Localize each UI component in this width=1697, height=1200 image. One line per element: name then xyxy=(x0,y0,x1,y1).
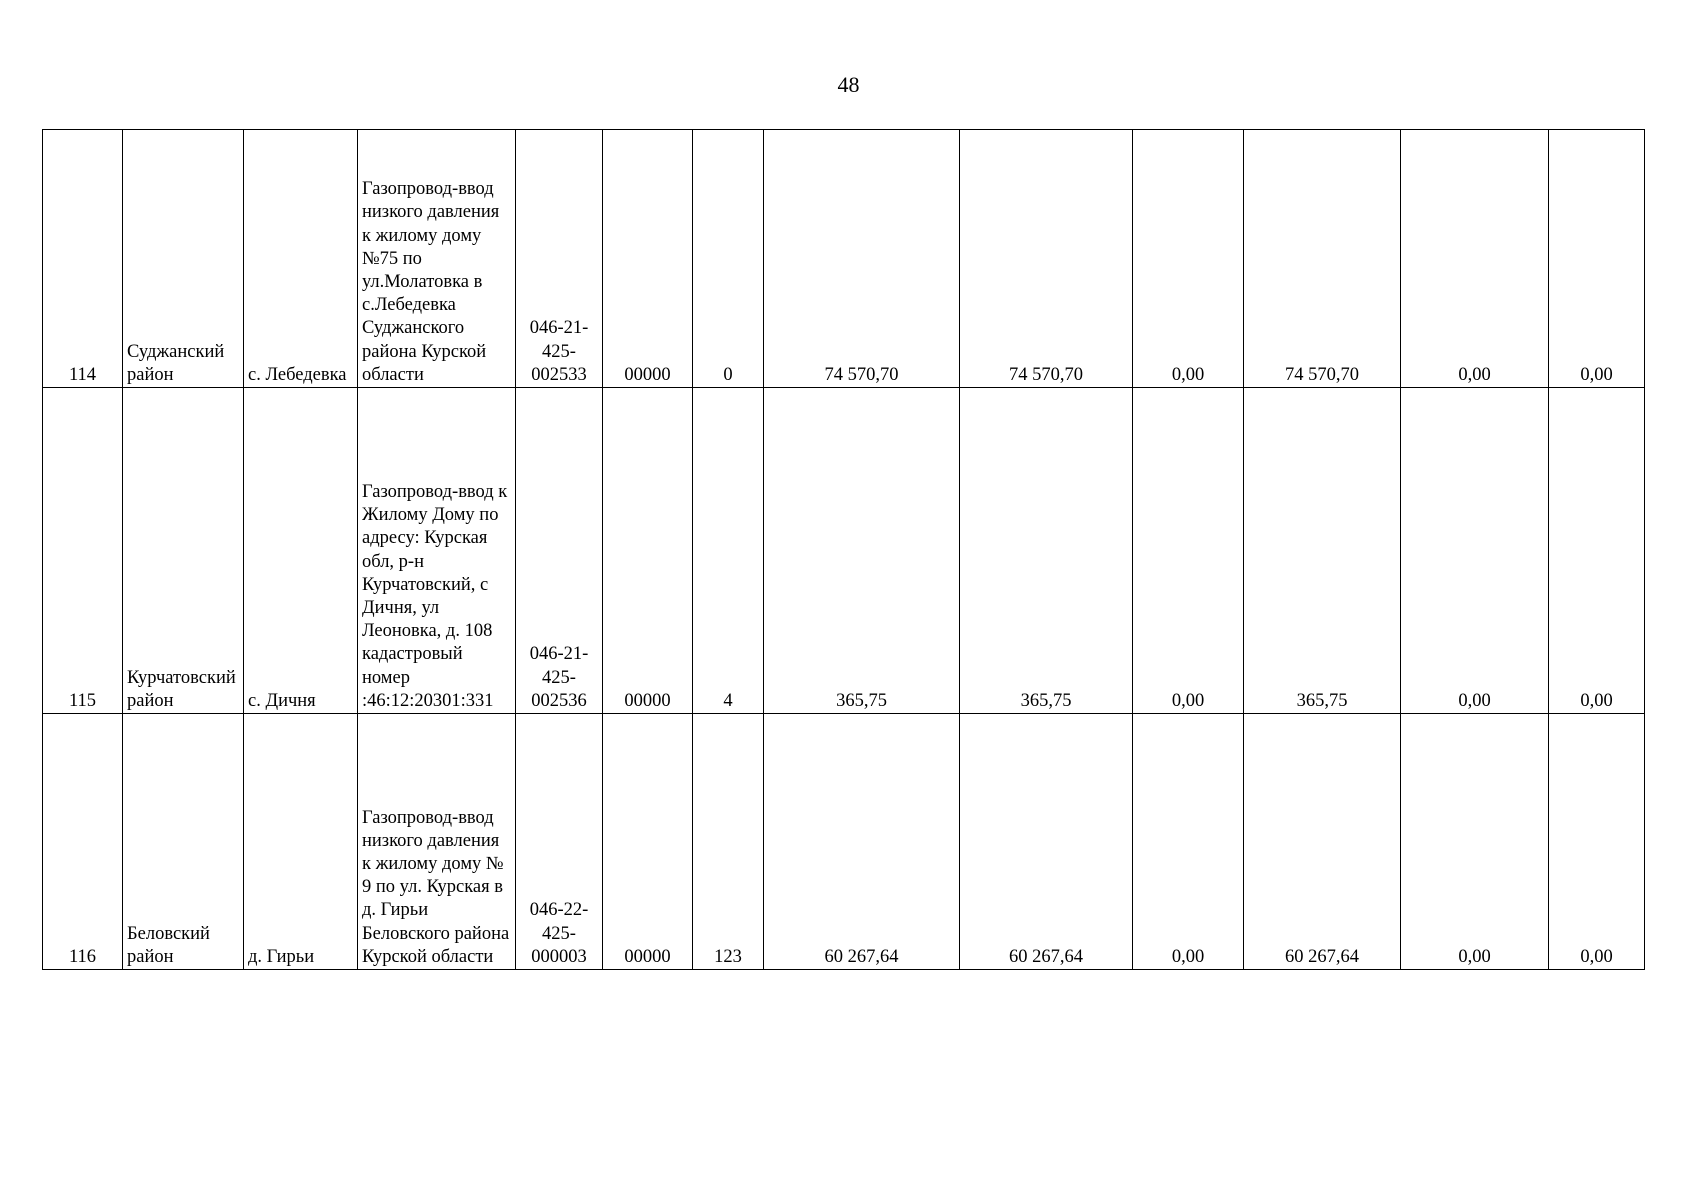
registry-table xyxy=(42,129,1645,970)
table-row xyxy=(43,130,1645,388)
district-cell: Беловский район xyxy=(123,714,244,970)
object-code-cell: 046-21-425-002533 xyxy=(516,130,603,388)
object-name-cell: Газопровод-ввод низкого давления к жилому дому №75 по ул.Молатовка в с.Лебедевка Суджанского района Курской области xyxy=(358,130,516,388)
quantity-cell: 4 xyxy=(693,388,764,714)
quantity-cell: 123 xyxy=(693,714,764,970)
value-cell: 0,00 xyxy=(1133,388,1244,714)
object-code-cell: 046-22-425-000003 xyxy=(516,714,603,970)
object-name-cell: Газопровод-ввод к Жилому Дому по адресу: Курская обл, р-н Курчатовский, с Дичня, ул Леоновка, д. 108 кадастровый номер :46:12:20301:331 xyxy=(358,388,516,714)
value-cell: 0,00 xyxy=(1549,388,1645,714)
district-cell: Курчатовский район xyxy=(123,388,244,714)
table-row xyxy=(43,714,1645,970)
value-cell: 74 570,70 xyxy=(764,130,960,388)
row-number-cell: 115 xyxy=(43,388,123,714)
value-cell: 0,00 xyxy=(1401,388,1549,714)
value-cell: 365,75 xyxy=(960,388,1133,714)
subcode-cell: 00000 xyxy=(603,714,693,970)
value-cell: 74 570,70 xyxy=(1244,130,1401,388)
object-code-cell: 046-21-425-002536 xyxy=(516,388,603,714)
value-cell: 0,00 xyxy=(1401,714,1549,970)
value-cell: 60 267,64 xyxy=(960,714,1133,970)
subcode-cell: 00000 xyxy=(603,388,693,714)
value-cell: 365,75 xyxy=(764,388,960,714)
subcode-cell: 00000 xyxy=(603,130,693,388)
value-cell: 60 267,64 xyxy=(764,714,960,970)
row-number-cell: 116 xyxy=(43,714,123,970)
locality-cell: с. Лебедевка xyxy=(244,130,358,388)
value-cell: 0,00 xyxy=(1133,130,1244,388)
value-cell: 0,00 xyxy=(1549,714,1645,970)
row-number-cell: 114 xyxy=(43,130,123,388)
value-cell: 365,75 xyxy=(1244,388,1401,714)
value-cell: 0,00 xyxy=(1133,714,1244,970)
value-cell: 0,00 xyxy=(1549,130,1645,388)
value-cell: 0,00 xyxy=(1401,130,1549,388)
table-row xyxy=(43,388,1645,714)
value-cell: 60 267,64 xyxy=(1244,714,1401,970)
district-cell: Суджанский район xyxy=(123,130,244,388)
page-number: 48 xyxy=(837,72,860,97)
value-cell: 74 570,70 xyxy=(960,130,1133,388)
object-name-cell: Газопровод-ввод низкого давления к жилому дому № 9 по ул. Курская в д. Гирьи Беловского района Курской области xyxy=(358,714,516,970)
locality-cell: с. Дичня xyxy=(244,388,358,714)
quantity-cell: 0 xyxy=(693,130,764,388)
locality-cell: д. Гирьи xyxy=(244,714,358,970)
